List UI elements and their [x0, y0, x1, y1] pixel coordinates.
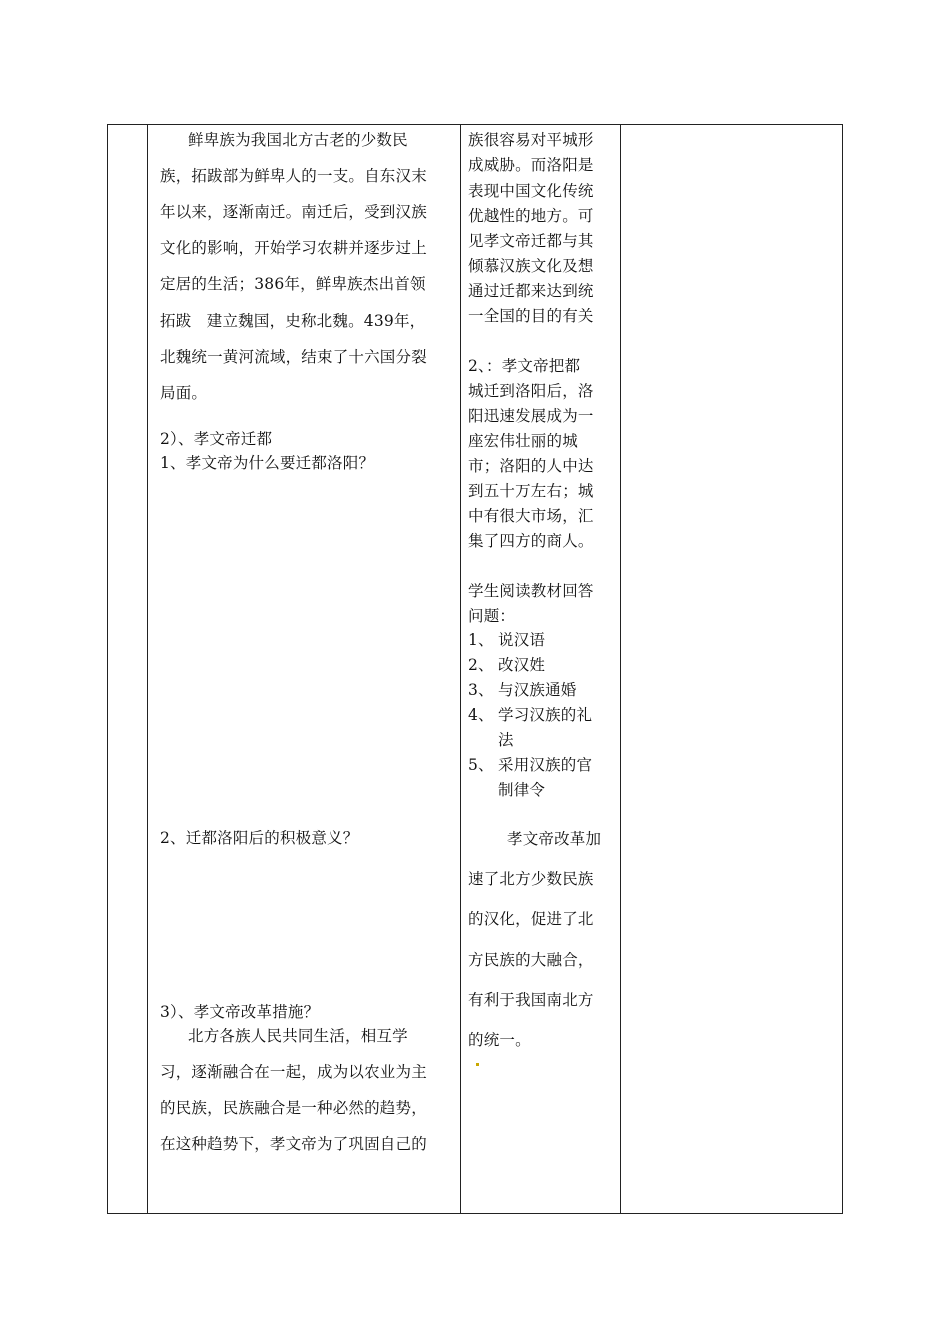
text-line: 2、：孝文帝把都 — [468, 357, 581, 375]
text-line: 族很容易对平城形 — [468, 131, 594, 149]
text-line: 见孝文帝迁都与其 — [468, 232, 594, 250]
text-line: 成威胁。而洛阳是 — [468, 156, 594, 174]
lesson-table — [107, 124, 843, 1214]
column-divider — [620, 125, 621, 1213]
text-line: 局面。 — [160, 384, 208, 402]
text-line: 拓跋 建立魏国，史称北魏。439年， — [160, 312, 426, 330]
text-line: 在这种趋势下，孝文帝为了巩固自己的 — [160, 1135, 427, 1153]
text-line: 孝文帝改革加 — [507, 830, 602, 848]
text-line: 北魏统一黄河流域，结束了十六国分裂 — [160, 348, 427, 366]
text-line: 族，拓跋部为鲜卑人的一支。自东汉末 — [160, 167, 427, 185]
answer-column — [467, 125, 617, 1213]
text-line: 年以来，逐渐南迁。南迁后，受到汉族 — [160, 203, 427, 221]
list-item: 采用汉族的官 — [498, 756, 593, 774]
text-line: 方民族的大融合， — [468, 951, 594, 969]
text-line: 的统一。 — [468, 1031, 531, 1049]
text-line: 城迁到洛阳后，洛 — [468, 382, 594, 400]
list-number: 2、 — [468, 656, 494, 674]
list-item: 制律令 — [498, 781, 546, 799]
text-line: 文化的影响，开始学习农耕并逐步过上 — [160, 239, 427, 257]
section-heading: 3）、孝文帝改革措施？ — [160, 1003, 320, 1021]
text-line: 鲜卑族为我国北方古老的少数民 — [188, 131, 408, 149]
text-line: 速了北方少数民族 — [468, 870, 594, 888]
text-line: 定居的生活；386年，鲜卑族杰出首领 — [160, 275, 426, 293]
section-heading: 2）、孝文帝迁都 — [160, 430, 273, 448]
list-item: 改汉姓 — [498, 656, 546, 674]
content-column — [156, 125, 460, 1213]
text-line: 优越性的地方。可 — [468, 207, 594, 225]
text-line: 习，逐渐融合在一起，成为以农业为主 — [160, 1063, 427, 1081]
list-number: 1、 — [468, 631, 494, 649]
text-line: 问题： — [468, 607, 516, 625]
text-line: 表现中国文化传统 — [468, 182, 594, 200]
list-item: 法 — [498, 731, 514, 749]
column-divider — [460, 125, 461, 1213]
text-line: 一全国的目的有关 — [468, 307, 594, 325]
list-item: 说汉语 — [498, 631, 546, 649]
text-line: 的民族，民族融合是一种必然的趋势， — [160, 1099, 427, 1117]
text-line: 的汉化，促进了北 — [468, 910, 594, 928]
text-line: 集了四方的商人。 — [468, 532, 594, 550]
list-item: 与汉族通婚 — [498, 681, 577, 699]
list-number: 3、 — [468, 681, 494, 699]
text-line: 座宏伟壮丽的城 — [468, 432, 578, 450]
text-line: 通过迁都来达到统 — [468, 282, 594, 300]
text-line: 学生阅读教材回答 — [468, 582, 594, 600]
question-text: 1、孝文帝为什么要迁都洛阳？ — [160, 454, 375, 472]
text-line: 北方各族人民共同生活，相互学 — [188, 1027, 408, 1045]
list-item: 学习汉族的礼 — [498, 706, 593, 724]
column-divider — [147, 125, 148, 1213]
text-line: 到五十万左右；城 — [468, 482, 594, 500]
text-line: 有利于我国南北方 — [468, 991, 594, 1009]
text-line: 中有很大市场，汇 — [468, 507, 594, 525]
question-text: 2、迁都洛阳后的积极意义？ — [160, 829, 359, 847]
list-number: 4、 — [468, 706, 494, 724]
list-number: 5、 — [468, 756, 494, 774]
text-line: 倾慕汉族文化及想 — [468, 257, 594, 275]
text-line: 市；洛阳的人中达 — [468, 457, 594, 475]
text-line: 阳迅速发展成为一 — [468, 407, 594, 425]
highlight-mark — [476, 1063, 479, 1066]
